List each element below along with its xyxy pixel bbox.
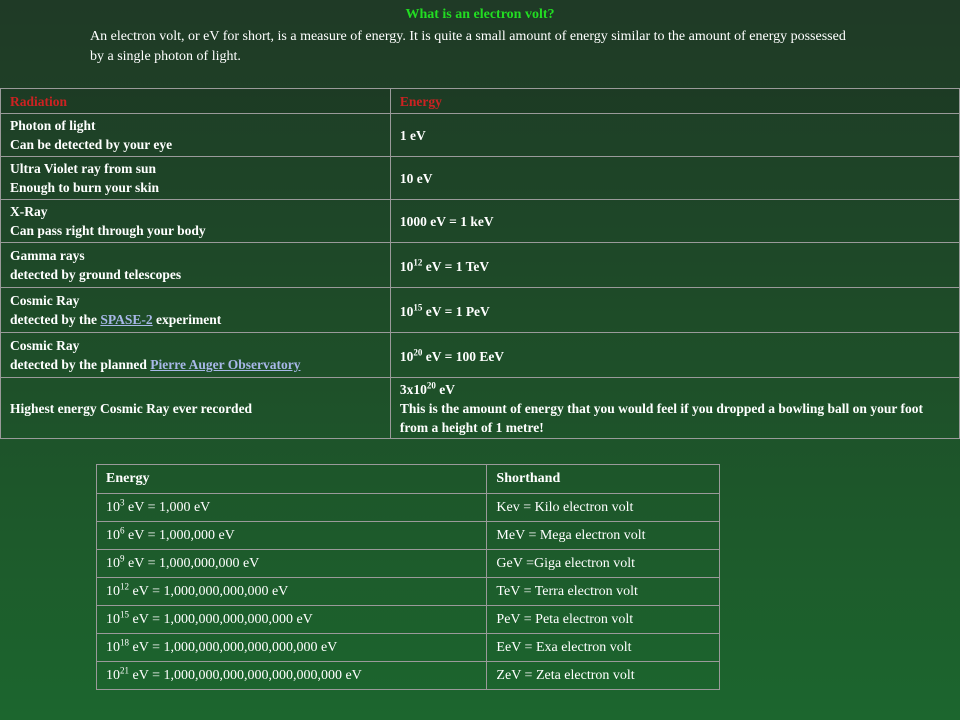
energy-base: 10 [106,583,120,599]
energy-exponent: 20 [413,347,423,357]
energy-rest: eV = 1,000,000,000,000,000,000 eV [129,639,338,655]
energy-rest: eV = 1,000,000,000,000 eV [129,583,289,599]
radiation-name: Cosmic Ray [10,338,80,353]
energy-rest: eV = 1 TeV [422,258,490,274]
energy-cell [97,578,487,606]
table-header-row [97,465,720,494]
radiation-cell: Highest energy Cosmic Ray ever recorded [1,378,391,439]
shorthand-cell: MeV = Mega electron volt [487,522,720,550]
energy-cell [97,522,487,550]
energy-exponent: 9 [120,552,125,563]
energy-exponent: 12 [413,257,423,267]
radiation-name: Ultra Violet ray from sun [10,161,156,176]
shorthand-table [96,464,720,690]
energy-cell [97,550,487,578]
radiation-detail [10,355,381,374]
shorthand-cell: TeV = Terra electron volt [487,578,720,606]
pierre-auger-observatory-link[interactable]: Pierre Auger Observatory [150,357,301,372]
radiation-cell [1,157,391,200]
table-row [1,378,960,439]
table-row [1,333,960,378]
shorthand-cell: EeV = Exa electron volt [487,634,720,662]
energy-cell [390,333,959,378]
energy-base: 10 [106,611,120,627]
radiation-detail: Enough to burn your skin [10,180,160,195]
radiation-detail: detected by ground telescopes [10,267,182,282]
table-header-row [1,89,960,114]
radiation-energy-table [0,88,960,439]
energy-rest: eV = 1,000,000,000 eV [124,555,260,571]
energy-value [400,380,950,399]
detail-text: detected by the planned [10,357,151,372]
energy-rest: eV = 1 PeV [422,303,490,319]
radiation-detail: Can be detected by your eye [10,137,173,152]
energy-base: 10 [106,639,120,655]
energy-rest: eV = 100 EeV [422,348,505,364]
radiation-name: Gamma rays [10,248,85,263]
energy-cell [97,606,487,634]
page-title: What is an electron volt? [405,7,555,22]
table-row [97,522,720,550]
radiation-name: Photon of light [10,118,96,133]
energy-exponent: 21 [120,664,129,675]
radiation-cell [1,114,391,157]
energy-cell [390,378,959,439]
energy-cell [390,243,959,288]
energy-base: 10 [106,527,120,543]
shorthand-cell: GeV =Giga electron volt [487,550,720,578]
energy-exponent: 6 [120,524,125,535]
spase-2-link[interactable]: SPASE-2 [100,312,153,327]
radiation-cell [1,200,391,243]
shorthand-header: Shorthand [487,465,720,494]
energy-exponent: 12 [120,580,129,591]
energy-header: Energy [390,89,959,114]
energy-base: 10 [106,499,120,515]
intro-paragraph: An electron volt, or eV for short, is a measure of energy. It is quite a small amount of energy similar to the amount of energy possessed by a single photon of light. [90,29,846,64]
energy-base: 10 [106,555,120,571]
energy-cell [97,494,487,522]
energy-base: 10 [106,667,120,683]
table-row [97,634,720,662]
energy-cell [97,662,487,690]
table-row [1,288,960,333]
energy-base: 10 [399,258,414,274]
energy-cell: 1 eV [390,114,959,157]
table-row [1,114,960,157]
energy-exponent: 15 [413,302,423,312]
energy-rest: eV = 1,000 eV [124,499,211,515]
shorthand-cell: ZeV = Zeta electron volt [487,662,720,690]
radiation-cell [1,288,391,333]
energy-cell: 1000 eV = 1 keV [390,200,959,243]
energy-cell [390,288,959,333]
energy-base: 10 [399,303,414,319]
table-row [1,157,960,200]
table-row [97,606,720,634]
energy-exponent: 3 [120,496,125,507]
shorthand-cell: Kev = Kilo electron volt [487,494,720,522]
energy-exponent: 18 [120,636,129,647]
table-row [97,578,720,606]
table-row [97,494,720,522]
detail-text: detected by the [10,312,101,327]
radiation-name: Cosmic Ray [10,293,80,308]
energy-rest: eV = 1,000,000 eV [124,527,235,543]
energy-cell: 10 eV [390,157,959,200]
shorthand-cell: PeV = Peta electron volt [487,606,720,634]
radiation-detail [10,310,381,329]
energy-exponent: 15 [120,608,129,619]
energy-rest: eV = 1,000,000,000,000,000,000,000 eV [129,667,362,683]
radiation-cell [1,243,391,288]
radiation-cell [1,333,391,378]
table-row [97,550,720,578]
detail-text: experiment [152,312,222,327]
energy-cell [97,634,487,662]
radiation-name: X-Ray [10,204,48,219]
table-row [97,662,720,690]
energy-header: Energy [97,465,487,494]
energy-description: This is the amount of energy that you would feel if you dropped a bowling ball on your foot from a height of 1 metre! [399,400,923,435]
table-row [1,243,960,288]
table-row [1,200,960,243]
energy-exponent: 20 [426,380,436,390]
energy-base: 10 [399,348,414,364]
radiation-detail: Can pass right through your body [10,223,206,238]
radiation-header: Radiation [1,89,391,114]
energy-rest: eV = 1,000,000,000,000,000 eV [129,611,313,627]
energy-base: 3x10 [399,381,427,397]
energy-rest: eV [435,381,455,397]
